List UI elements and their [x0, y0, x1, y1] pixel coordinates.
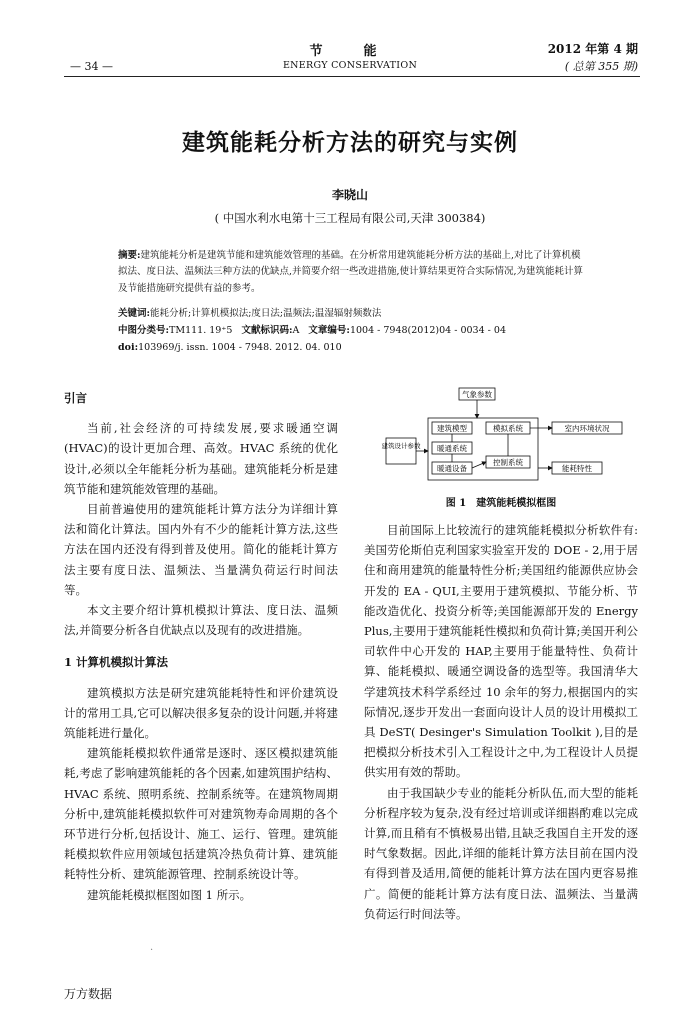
keywords-label: 关键词:	[118, 308, 151, 319]
journal-name-cn: 节 能	[309, 44, 391, 59]
box-indoor-env-label: 室内环境状况	[564, 424, 610, 433]
abstract-text: 建筑能耗分析是建筑节能和建筑能效管理的基础。在分析常用建筑能耗分析方法的基础上,对比了计算机模拟法、度日法、温频法三种方法的优缺点,并简要介绍一些改进措施,使计算结果更符合实际情况,为建筑能耗计算及节能措施研究提供有益的参考。	[118, 250, 584, 294]
doi-value: 103969/j. issn. 1004 - 7948. 2012. 04. 010	[138, 342, 342, 353]
article-affiliation: ( 中国水利水电第十三工程局有限公司,天津 300384)	[214, 211, 486, 225]
issue-label: 2012 年第 4 期	[547, 42, 638, 56]
right-paragraph-2: 由于我国缺少专业的能耗分析队伍,而大型的能耗分析程序较为复杂,没有经过培训或详细斟酌难以完成计算,而且稍有不慎极易出错,且缺乏我国自主开发的逐时气象数据。因此,详细的能耗计算方法目前在国内没有得到普及适用,简便的能耗计算方法在国内更容易推广。简便的能耗计算方法有度日法、温频法、当量满负荷运行时间法等。	[364, 785, 638, 921]
article-title: 建筑能耗分析方法的研究与实例	[182, 129, 518, 156]
doi-label: doi:	[118, 342, 139, 353]
article-no-label: 文章编号:	[308, 325, 350, 336]
figure-1-diagram	[380, 386, 630, 492]
intro-paragraph-2: 目前普遍使用的建筑能耗计算方法分为详细计算法和简化计算法。国内外有不少的能耗计算方法,这些方法在国内还没有得到普及使用。简化的能耗计算方法主要有度日法、温频法、当量满负荷运行时间法等。	[64, 502, 338, 597]
article-no-value: 1004 - 7948(2012)04 - 0034 - 04	[349, 325, 506, 336]
doc-code-label: 文献标识码:	[241, 325, 293, 336]
keywords	[118, 306, 588, 322]
clc-value: TM111. 19⁺5	[169, 325, 233, 336]
intro-heading: 引言	[64, 391, 87, 405]
page-number: — 34 —	[70, 60, 113, 73]
section-1-paragraph-2: 建筑能耗模拟软件通常是逐时、逐区模拟建筑能耗,考虑了影响建筑能耗的各个因素,如建筑围护结构、HVAC 系统、照明系统、控制系统等。在建筑物周期分析中,建筑能耗模拟软件可对建筑物寿命周期的各个环节进行分析,包括设计、施工、运行、管理。建筑能耗模拟软件应用领域包括建筑冷热负荷计算、建筑能耗特性分析、建筑能源管理、控制系统设计等。	[64, 746, 338, 882]
keywords-text: 能耗分析;计算机模拟法;度日法;温频法;温湿辐射频数法	[150, 308, 382, 319]
box-hvac-equipment-label: 暖通设备	[437, 464, 467, 473]
box-weather-label: 气象参数	[462, 390, 492, 399]
doi-line	[118, 340, 588, 356]
intro-paragraph-1: 当前,社会经济的可持续发展,要求暖通空调(HVAC)的设计更加合理、高效。HVAC 系统的优化设计,必须以全年能耗分析为基础。建筑能耗分析是建筑节能和建筑能效管理的基础。	[64, 421, 338, 496]
box-sim-system-label: 模拟系统	[493, 424, 523, 433]
box-building-model-label: 建筑模型	[437, 424, 467, 433]
box-control-system-label: 控制系统	[493, 458, 523, 467]
header-rule	[64, 76, 640, 77]
box-design-label: 建筑设计参数	[381, 442, 421, 450]
abstract	[118, 248, 588, 297]
classification-line	[118, 323, 588, 339]
page-mark: ·	[150, 945, 154, 956]
box-hvac-system-label: 暖通系统	[437, 444, 467, 453]
journal-name-en: ENERGY CONSERVATION	[282, 60, 418, 71]
right-column	[364, 520, 638, 924]
figure-1-caption: 图 1 建筑能耗模拟框图	[445, 498, 557, 509]
section-1-paragraph-1: 建筑模拟方法是研究建筑能耗特性和评价建筑设计的常用工具,它可以解决很多复杂的设计问题,并将建筑能耗进行量化。	[64, 685, 338, 741]
section-1-heading: 1 计算机模拟计算法	[64, 655, 169, 670]
source-watermark: 万方数据	[64, 987, 113, 1001]
section-1-paragraph-3: 建筑能耗模拟框图如图 1 所示。	[87, 887, 252, 902]
serial-label: ( 总第 355 期)	[564, 60, 638, 73]
clc-label: 中图分类号:	[118, 325, 170, 336]
left-column	[64, 388, 338, 905]
box-energy-char-label: 能耗特性	[562, 464, 592, 473]
doc-code-value: A	[292, 325, 300, 336]
right-paragraph-1: 目前国际上比较流行的建筑能耗模拟分析软件有:美国劳伦斯伯克利国家实验室开发的 DOE - 2,用于居住和商用建筑的能量特性分析;美国纽约能源供应协会开发的 EA - QUI,主要用于建筑模拟、节能分析、节能改造优化、投资分析等;美国能源部开发的 Energy Plus,主要用于建筑能耗性模拟和负荷计算;美国开利公司软件中心开发的 HAP,主要用于能量特性、负荷计算、能耗模拟、暖通空调设备的选型等。我国清华大学建筑技术科学系经过 10 余年的努力,根据国内的实际情况,逐步开发出一套面向设计人员的设计用模拟工具 DeST( Desinger's Simulation Toolkit ),目的是把模拟分析技术引入工程设计之中,为工程设计人员提供实用有效的帮助。	[364, 523, 638, 780]
article-author: 李晓山	[331, 188, 368, 202]
intro-paragraph-3: 本文主要介绍计算机模拟计算法、度日法、温频法,并简要分析各自优缺点以及现有的改进措施。	[64, 603, 338, 638]
abstract-label: 摘要:	[118, 250, 141, 261]
